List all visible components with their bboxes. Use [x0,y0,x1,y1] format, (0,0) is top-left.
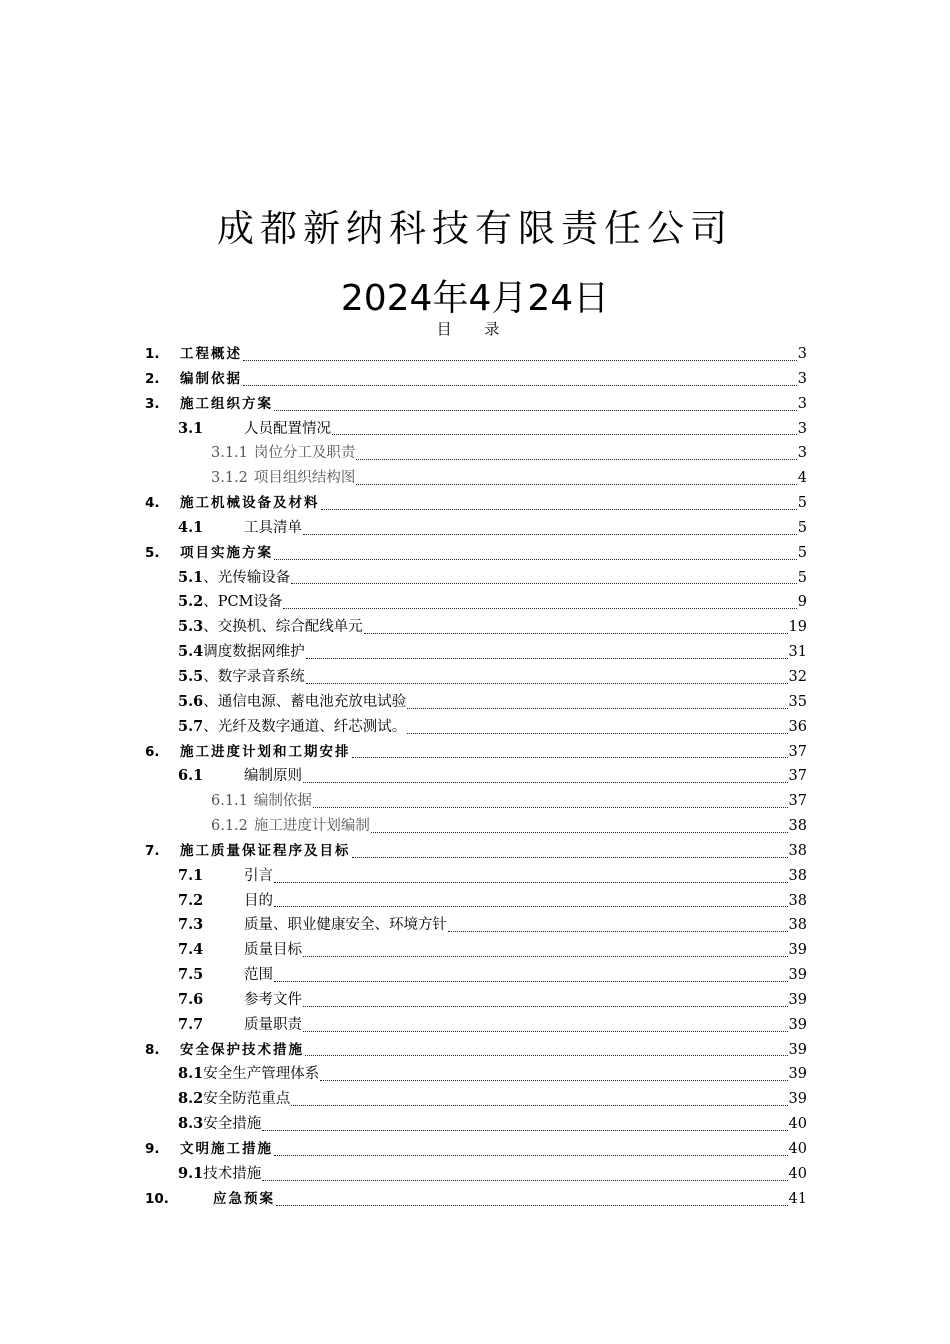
toc-entry-page: 40 [788,1116,807,1133]
toc-entry-number: 7.4 [178,941,204,959]
toc-entry-number: 8.2 [178,1090,204,1108]
toc-entry-number: 5.7 [178,717,204,735]
toc-entry-number: 5.5 [178,667,204,685]
toc-entry-number: 7.1 [178,866,204,884]
toc-entry-title: 项目组织结构图 [253,470,356,487]
toc-entry[interactable] [145,963,807,988]
toc-entry-title: 施工机械设备及材料 [180,495,320,512]
toc-entry-number: 3.1.1 [211,445,248,462]
toc-entry-number: 10. [145,1190,169,1207]
toc-entry-number: 8.3 [178,1115,204,1133]
toc-entry-title: 参考文件 [244,991,302,1008]
toc-entry-title: 项目实施方案 [180,544,273,561]
toc-entry-number: 5.6 [178,692,204,710]
toc-entry-page: 39 [788,1066,807,1083]
toc-leader-dots [274,409,797,411]
toc-leader-dots [303,533,797,535]
toc-entry-number: 9.1 [178,1164,204,1182]
toc-entry-number: 6.1 [178,767,204,785]
toc-entry[interactable] [145,839,807,864]
toc-entry-title: 、数字录音系统 [203,668,305,685]
toc-leader-dots [291,1104,787,1106]
toc-entry-title: 范围 [244,967,273,984]
toc-entry[interactable] [145,1087,807,1112]
toc-leader-dots [356,483,796,485]
toc-entry-title: 、交换机、综合配线单元 [203,619,363,636]
toc-entry-page: 40 [788,1141,807,1157]
toc-entry-page: 4 [797,470,807,487]
toc-entry-number: 5.2 [178,593,204,611]
toc-entry-number: 7. [145,842,160,859]
toc-entry[interactable] [145,789,807,814]
toc-leader-dots [274,1154,788,1156]
toc-leader-dots [274,558,797,560]
toc-entry[interactable] [145,640,807,665]
toc-entry-number: 5.1 [178,568,204,586]
toc-leader-dots [352,856,788,858]
toc-entry-title: 质量、职业健康安全、环境方针 [244,917,447,934]
toc-entry-page: 39 [788,1016,807,1033]
toc-entry-number: 4. [145,495,160,512]
toc-entry[interactable] [145,491,807,516]
toc-entry[interactable] [145,367,807,392]
toc-entry-title: 引言 [244,867,273,884]
toc-entry-number: 6. [145,743,160,760]
toc-entry-number: 5. [145,544,160,561]
toc-entry-page: 39 [788,1041,807,1058]
toc-entry-page: 38 [788,842,807,859]
toc-entry-title: 人员配置情况 [244,420,331,437]
toc-entry[interactable] [145,1137,807,1162]
toc-entry-page: 3 [797,370,807,387]
toc-entry[interactable] [145,541,807,566]
toc-entry[interactable] [145,864,807,889]
toc-entry[interactable] [145,665,807,690]
toc-entry-number: 7.3 [178,916,204,934]
toc-entry-page: 3 [797,420,807,437]
toc-leader-dots [448,930,788,932]
toc-entry-page: 5 [797,569,807,586]
toc-leader-dots [243,384,797,386]
toc-leader-dots [306,657,788,659]
toc-entry[interactable] [145,740,807,765]
toc-entry-title: 应急预案 [213,1190,275,1207]
toc-leader-dots [262,1129,787,1131]
toc-leader-dots [313,806,788,808]
toc-entry-page: 3 [797,395,807,412]
toc-entry-number: 7.6 [178,990,204,1008]
toc-entry-title: 安全防范重点 [203,1091,291,1108]
toc-leader-dots [407,732,787,734]
company-name: 成都新纳科技有限责任公司 [217,207,733,250]
toc-entry-number: 6.1.1 [211,793,248,810]
toc-entry-page: 38 [788,917,807,934]
toc-entry[interactable] [145,1187,807,1212]
toc-leader-dots [371,831,788,833]
toc-entry-title: 、光传输设备 [203,569,291,586]
toc-entry-page: 39 [788,967,807,984]
toc-leader-dots [274,980,788,982]
toc-entry-title: 质量目标 [244,942,302,959]
toc-entry-title: 调度数据网维护 [203,644,305,661]
toc-leader-dots [274,881,788,883]
toc-entry-page: 39 [788,942,807,959]
toc-entry[interactable] [145,690,807,715]
toc-entry-title: 安全措施 [203,1116,262,1133]
toc-entry-page: 37 [788,743,807,760]
toc-entry-title: 施工进度计划编制 [253,818,370,835]
toc-entry-number: 3.1 [178,419,204,437]
toc-entry-title: 编制依据 [253,793,312,810]
toc-entry[interactable] [145,417,807,442]
toc-leader-dots [303,781,788,783]
toc-leader-dots [306,682,788,684]
toc-entry-number: 2. [145,370,160,387]
toc-entry-page: 9 [797,594,807,611]
toc-entry-page: 38 [788,818,807,835]
toc-entry[interactable] [145,1112,807,1137]
toc-entry-number: 8. [145,1041,160,1058]
toc-entry-number: 7.2 [178,891,204,909]
toc-entry[interactable] [145,889,807,914]
toc-entry[interactable] [145,1162,807,1187]
toc-entry-page: 36 [788,718,807,735]
toc-entry-number: 5.4 [178,643,204,661]
table-of-contents [145,342,807,1212]
toc-entry-page: 5 [797,495,807,512]
toc-leader-dots [356,458,796,460]
toc-leader-dots [303,1030,788,1032]
toc-entry[interactable] [145,715,807,740]
toc-entry-title: 安全生产管理体系 [203,1066,320,1083]
toc-entry-title: 岗位分工及职责 [253,445,356,462]
toc-entry-number: 3. [145,395,160,412]
toc-leader-dots [305,1054,788,1056]
toc-leader-dots [276,1204,788,1206]
toc-entry-title: 施工进度计划和工期安排 [180,743,351,760]
toc-entry[interactable] [145,615,807,640]
toc-entry-title: 工具清单 [244,519,302,536]
toc-entry-number: 7.7 [178,1015,204,1033]
toc-entry[interactable] [145,516,807,541]
toc-entry[interactable] [145,913,807,938]
toc-leader-dots [407,707,787,709]
toc-entry-page: 38 [788,867,807,884]
toc-entry-page: 5 [797,544,807,561]
toc-entry[interactable] [145,466,807,491]
toc-leader-dots [332,433,797,435]
toc-entry[interactable] [145,392,807,417]
toc-entry[interactable] [145,764,807,789]
toc-entry-title: 技术措施 [203,1165,262,1182]
toc-leader-dots [352,756,788,758]
toc-entry[interactable] [145,1038,807,1063]
toc-entry-title: 文明施工措施 [180,1141,273,1157]
toc-entry[interactable] [145,441,807,466]
toc-entry-page: 19 [788,619,807,636]
toc-entry[interactable] [145,814,807,839]
toc-entry-page: 38 [788,892,807,909]
toc-entry-number: 9. [145,1141,160,1157]
document-date: 2024年4月24日 [340,278,610,319]
toc-entry-page: 41 [788,1190,807,1207]
toc-leader-dots [321,508,797,510]
toc-entry-page: 35 [788,693,807,710]
toc-leader-dots [364,632,788,634]
toc-leader-dots [262,1179,787,1181]
toc-entry-title: 施工质量保证程序及目标 [180,842,351,859]
toc-leader-dots [303,955,788,957]
toc-entry-page: 5 [797,519,807,536]
toc-leader-dots [291,582,797,584]
toc-entry-page: 39 [788,1091,807,1108]
toc-entry-page: 3 [797,445,807,462]
toc-leader-dots [243,359,797,361]
toc-entry-number: 1. [145,346,160,362]
toc-leader-dots [283,607,796,609]
toc-entry-number: 8.1 [178,1065,204,1083]
toc-entry-number: 4.1 [178,518,204,536]
toc-entry[interactable] [145,566,807,591]
toc-entry-title: 安全保护技术措施 [180,1041,304,1058]
toc-title: 目 录 [436,320,514,338]
toc-entry-page: 37 [788,768,807,785]
toc-entry-title: 质量职责 [244,1016,302,1033]
toc-leader-dots [320,1079,787,1081]
toc-leader-dots [303,1005,788,1007]
toc-entry-title: 工程概述 [180,346,242,362]
toc-leader-dots [274,905,788,907]
toc-entry[interactable] [145,938,807,963]
toc-entry[interactable] [145,342,807,367]
toc-entry[interactable] [145,1013,807,1038]
toc-entry-title: 目的 [244,892,273,909]
toc-entry-number: 5.3 [178,618,204,636]
toc-entry-page: 39 [788,991,807,1008]
toc-entry-number: 6.1.2 [211,818,248,835]
toc-entry-page: 37 [788,793,807,810]
toc-entry-title: 编制原则 [244,768,302,785]
toc-entry-page: 31 [788,644,807,661]
toc-entry-number: 7.5 [178,966,204,984]
toc-entry[interactable] [145,590,807,615]
toc-entry-title: 、通信电源、蓄电池充放电试验 [203,693,407,710]
toc-entry-title: 、PCM设备 [203,594,283,611]
toc-entry-page: 40 [788,1165,807,1182]
toc-entry-page: 3 [797,346,807,362]
toc-entry[interactable] [145,988,807,1013]
toc-entry-page: 32 [788,668,807,685]
toc-entry-number: 3.1.2 [211,470,248,487]
toc-entry-title: 、光纤及数字通道、纤芯测试。 [203,718,407,735]
toc-entry[interactable] [145,1062,807,1087]
toc-entry-title: 施工组织方案 [180,395,273,412]
toc-entry-title: 编制依据 [180,370,242,387]
